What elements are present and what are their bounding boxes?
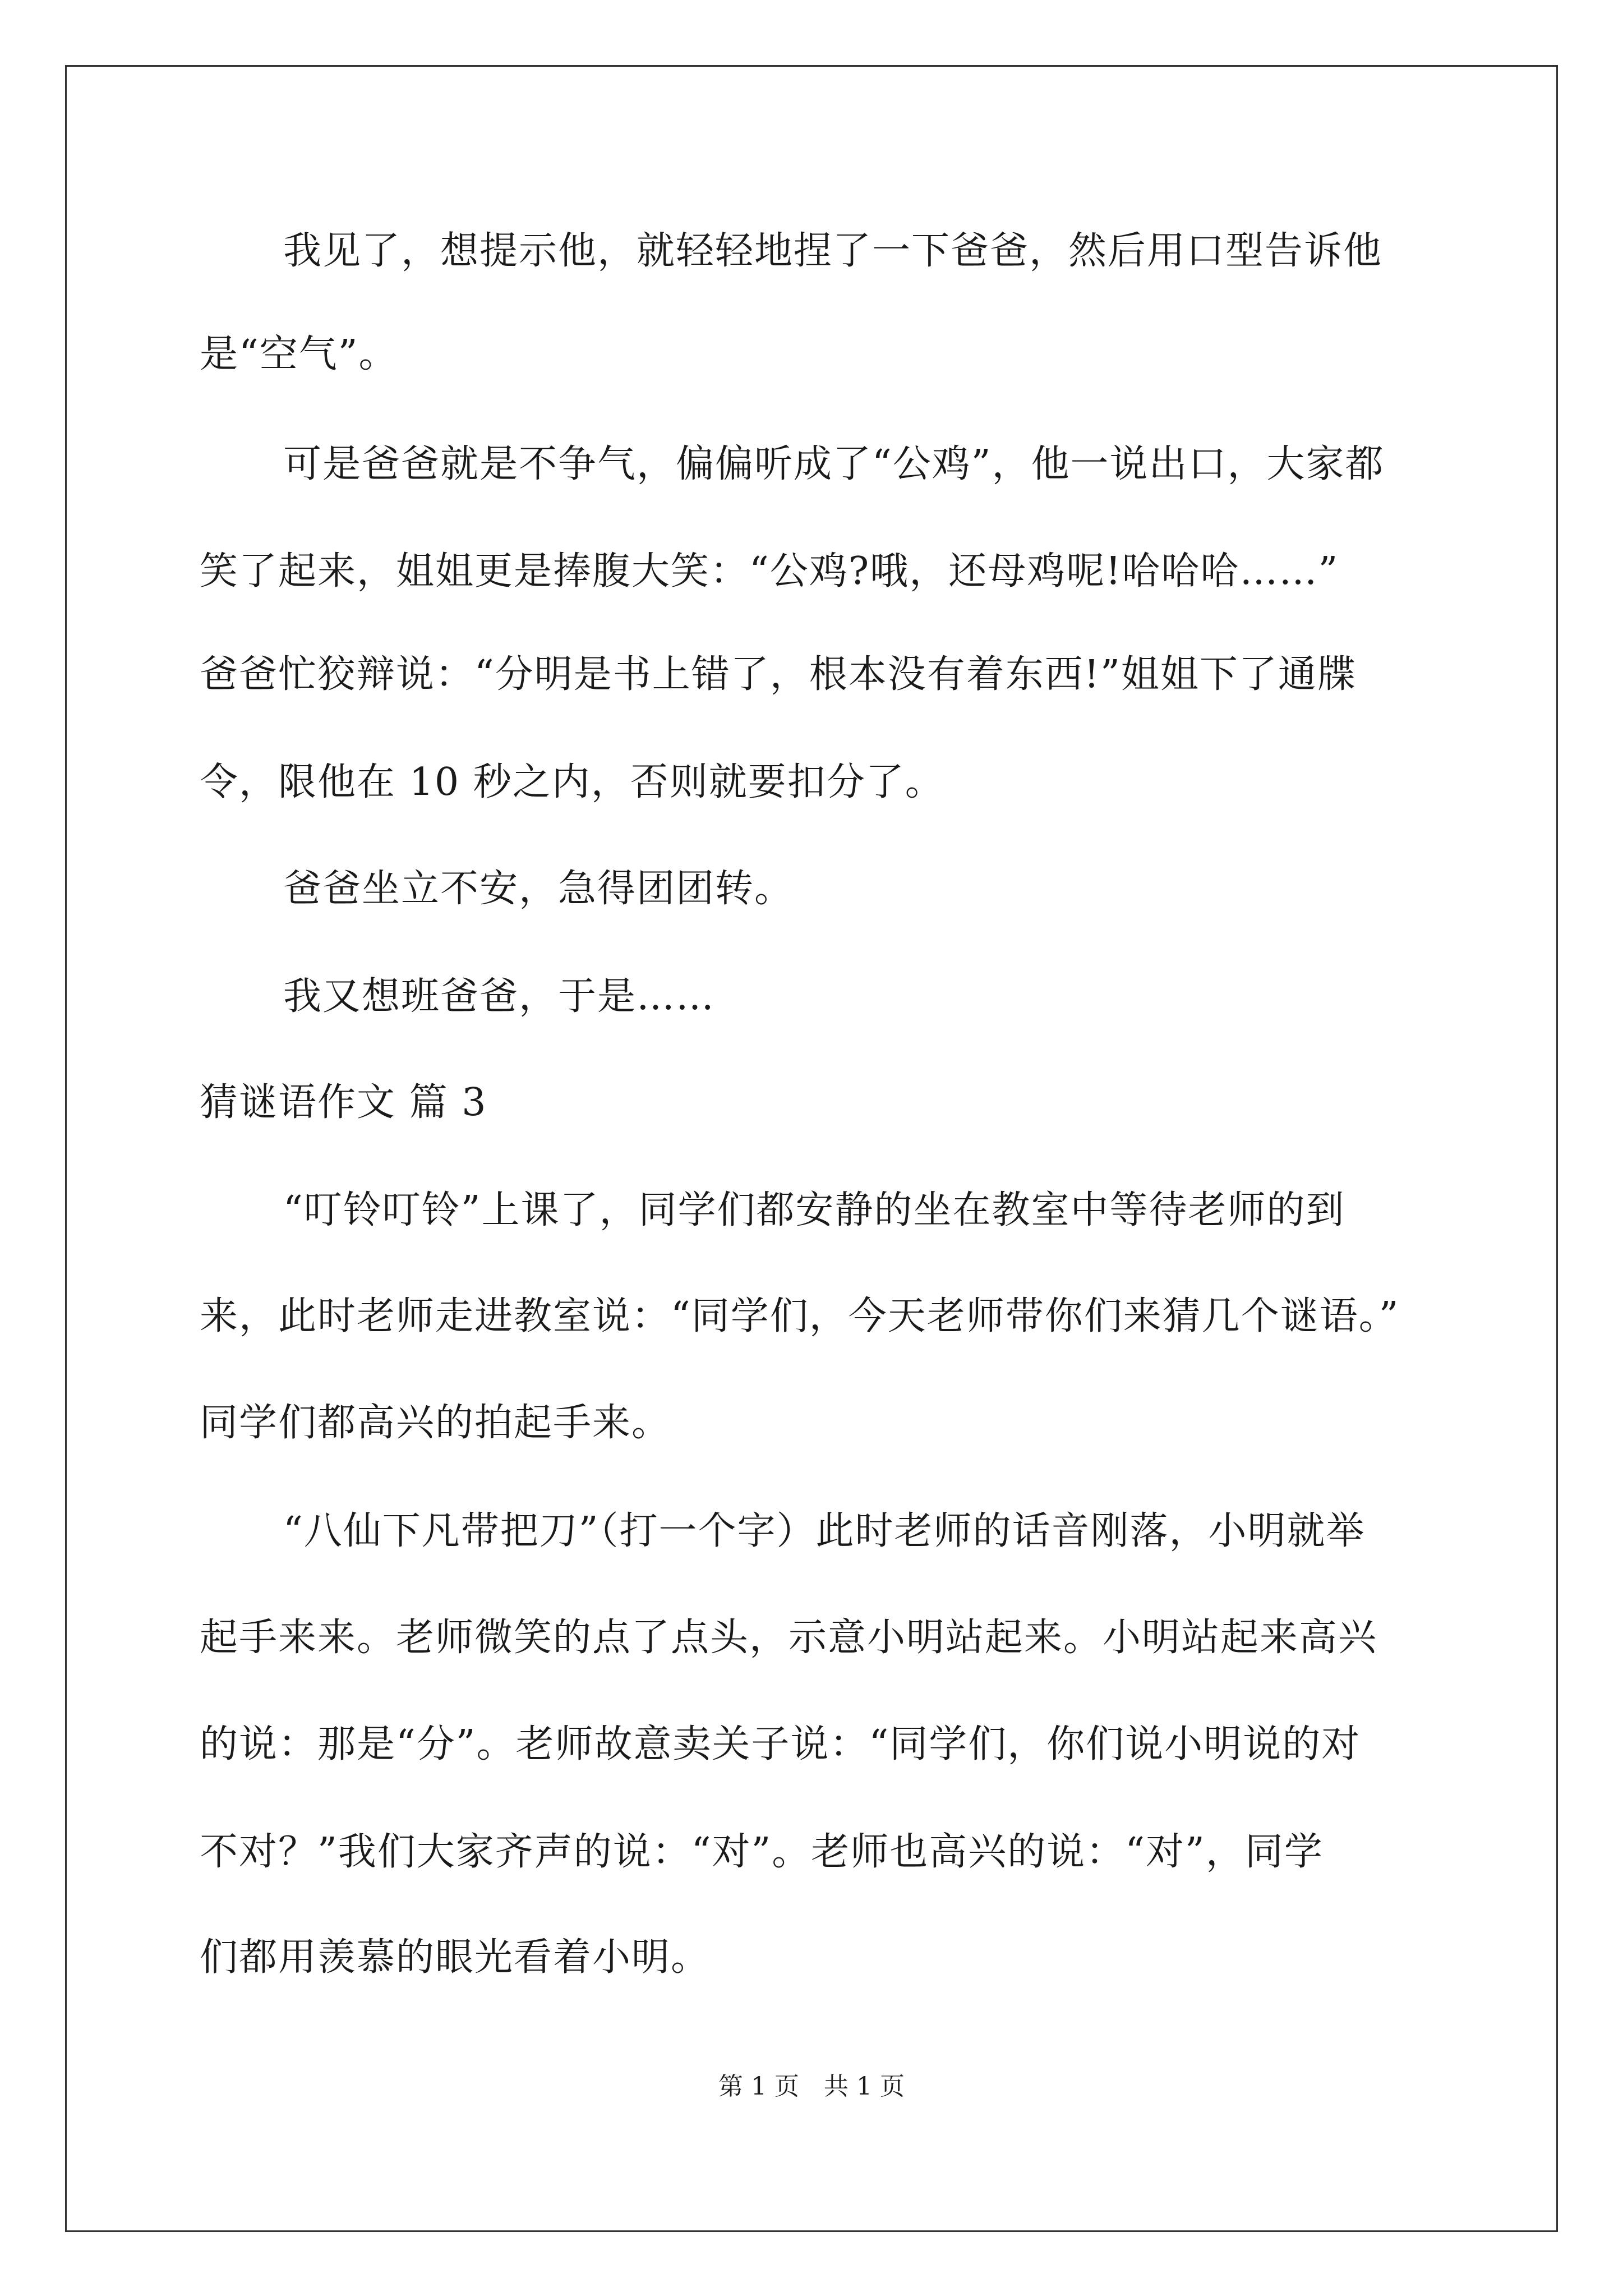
paragraph-line: 笑了起来，姐姐更是捧腹大笑：“公鸡?哦，还母鸡呢!哈哈哈……” bbox=[200, 549, 1339, 593]
page-border bbox=[65, 65, 1558, 2232]
paragraph-line: 我见了，想提示他，就轻轻地捏了一下爸爸，然后用口型告诉他 bbox=[283, 229, 1383, 273]
paragraph-line: 同学们都高兴的拍起手来。 bbox=[200, 1401, 671, 1445]
paragraph-line: 来，此时老师走进教室说：“同学们，今天老师带你们来猜几个谜语。” bbox=[200, 1294, 1400, 1338]
paragraph-line: 是“空气”。 bbox=[200, 332, 398, 376]
paragraph-line: 我又想班爸爸，于是…… bbox=[283, 974, 716, 1019]
paragraph-line: 令，限他在 10 秒之内，否则就要扣分了。 bbox=[200, 760, 944, 804]
paragraph-line: 不对？”我们大家齐声的说：“对”。老师也高兴的说：“对”，同学 bbox=[200, 1830, 1324, 1874]
section-heading: 猜谜语作文 篇 3 bbox=[200, 1080, 487, 1125]
paragraph-line: 可是爸爸就是不争气，偏偏听成了“公鸡”，他一说出口，大家都 bbox=[283, 442, 1385, 486]
paragraph-line: 起手来来。老师微笑的点了点头，示意小明站起来。小明站起来高兴 bbox=[200, 1616, 1378, 1660]
paragraph-line: 们都用羡慕的眼光看着小明。 bbox=[200, 1935, 711, 1980]
paragraph-line: 爸爸忙狡辩说：“分明是书上错了，根本没有着东西!”姐姐下了通牒 bbox=[200, 652, 1357, 697]
page-footer: 第 1 页 共 1 页 bbox=[718, 2072, 905, 2101]
paragraph-line: 爸爸坐立不安，急得团团转。 bbox=[283, 867, 794, 911]
paragraph-line: “叮铃叮铃”上课了，同学们都安静的坐在教室中等待老师的到 bbox=[283, 1188, 1345, 1232]
paragraph-line: 的说：那是“分”。老师故意卖关子说：“同学们，你们说小明说的对 bbox=[200, 1722, 1361, 1766]
paragraph-line: “八仙下凡带把刀”（打一个字）此时老师的话音刚落，小明就举 bbox=[283, 1509, 1366, 1553]
